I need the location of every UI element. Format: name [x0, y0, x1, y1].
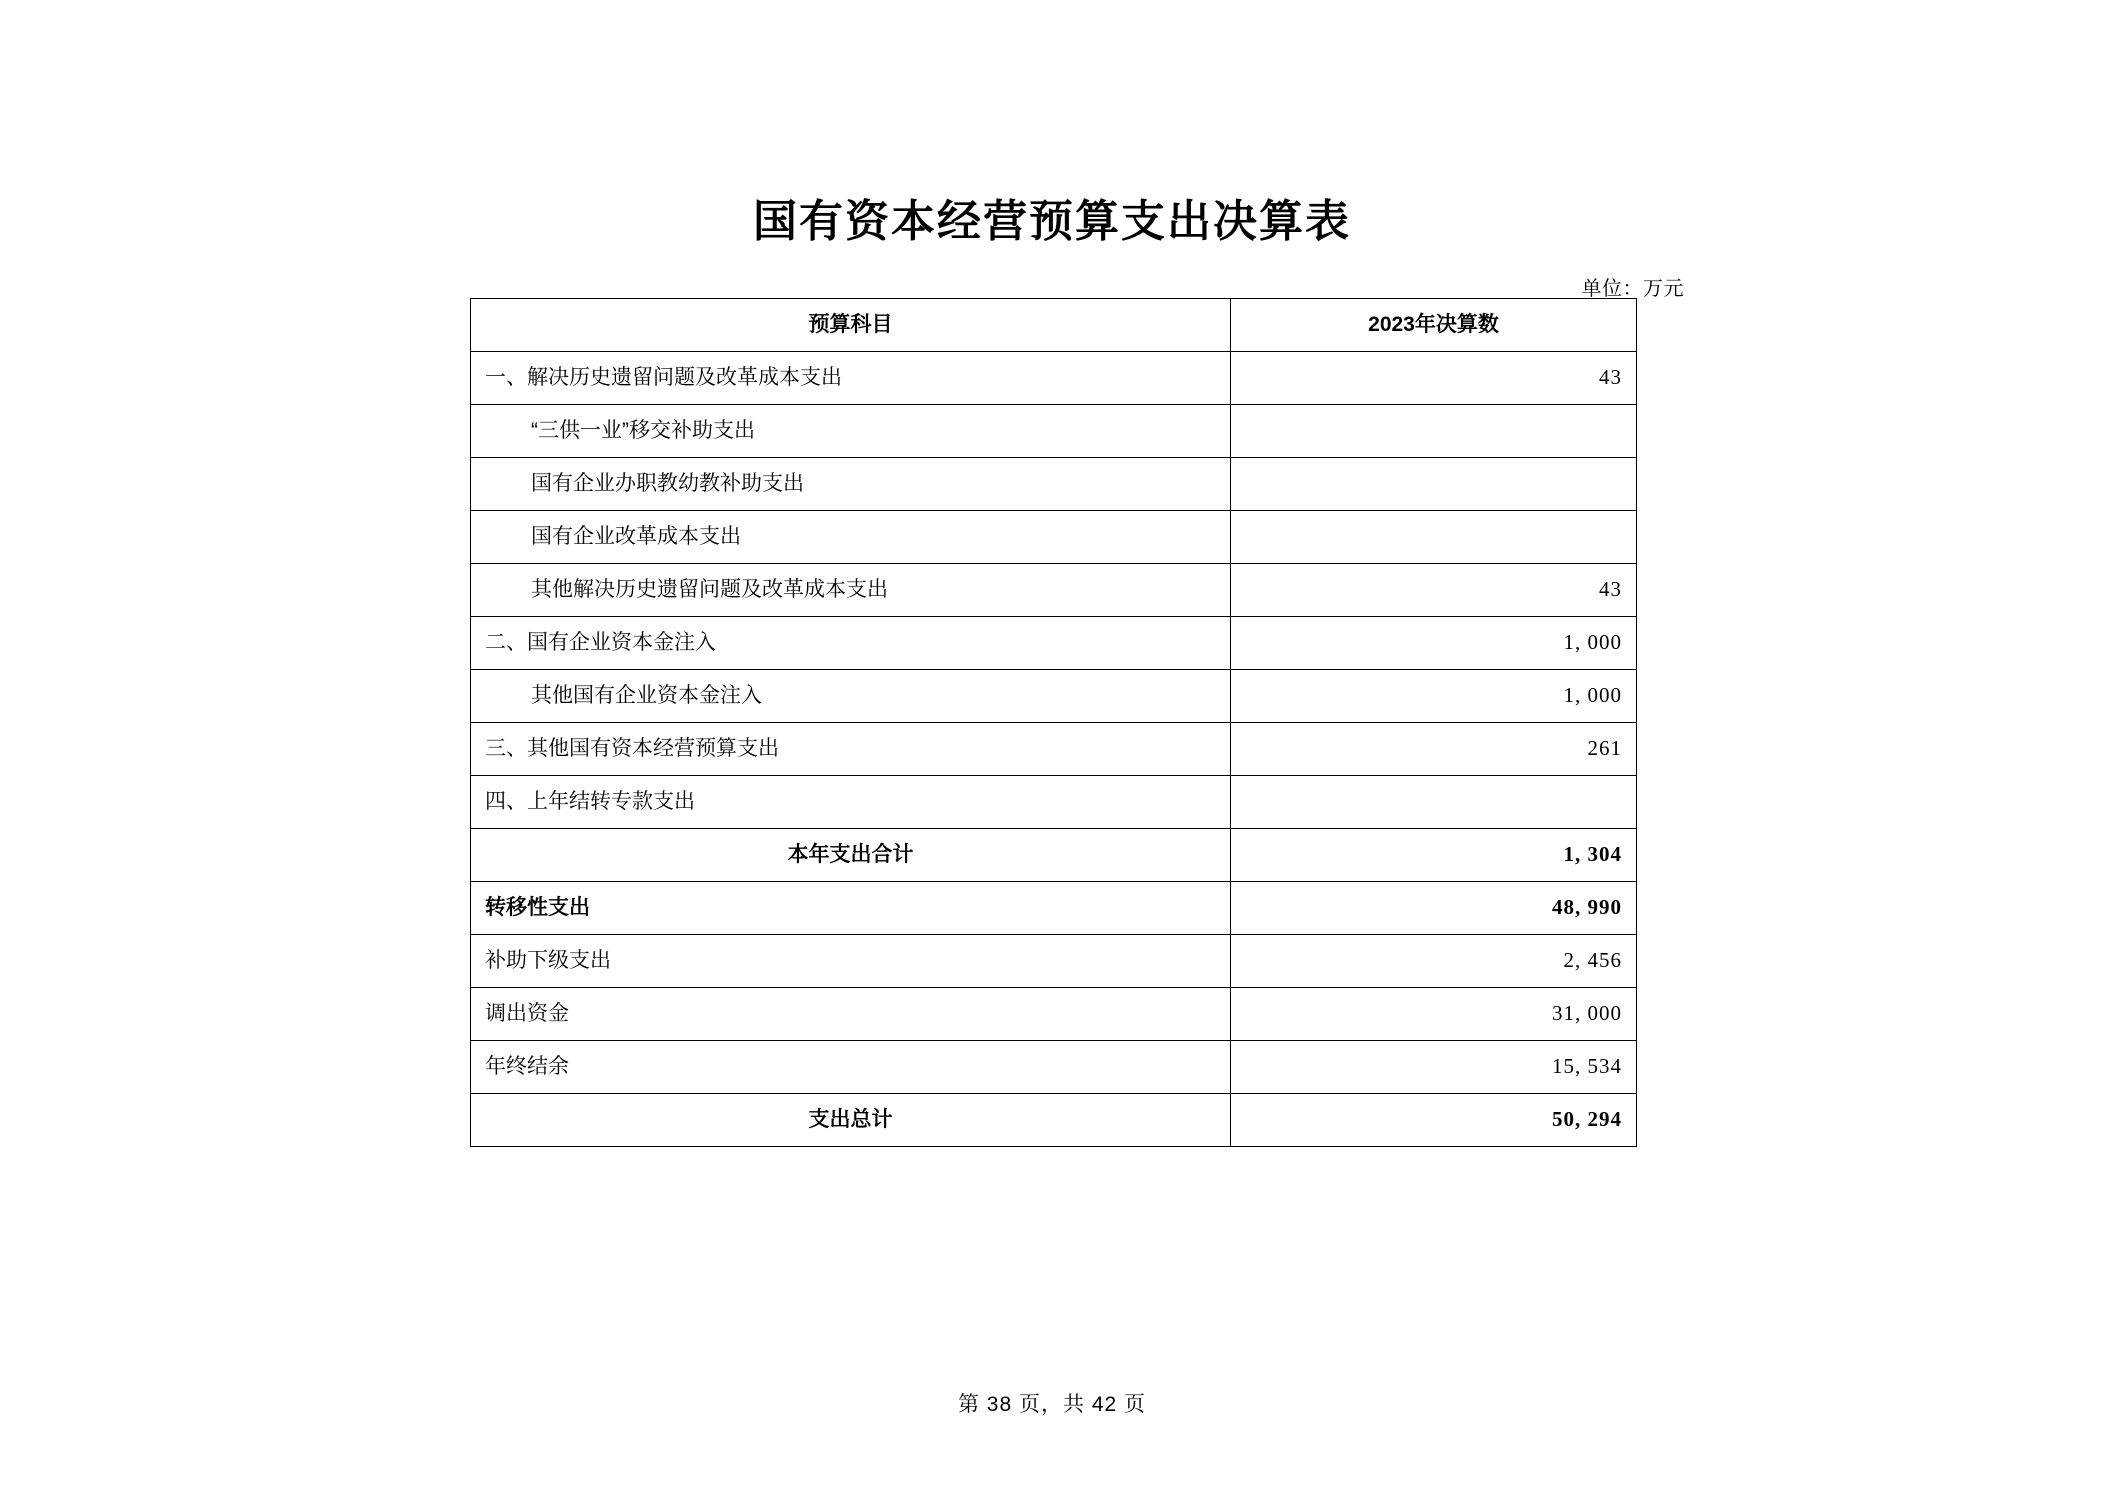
row-value: [1231, 458, 1637, 511]
row-subject: 支出总计: [471, 1094, 1231, 1147]
row-value: [1231, 776, 1637, 829]
page-title: 国有资本经营预算支出决算表: [753, 197, 1351, 246]
row-subject: 本年支出合计: [471, 829, 1231, 882]
row-value: 1, 304: [1231, 829, 1637, 882]
page-footer: 第 38 页，共 42 页: [957, 1393, 1147, 1416]
table-row: [471, 1094, 1637, 1147]
table-row: [471, 935, 1637, 988]
row-value: 2, 456: [1231, 935, 1637, 988]
row-value: 43: [1231, 564, 1637, 617]
row-value: 1, 000: [1231, 670, 1637, 723]
row-value: 43: [1231, 352, 1637, 405]
table-row: [471, 564, 1637, 617]
row-subject: 年终结余: [471, 1041, 1231, 1094]
row-subject: 三、其他国有资本经营预算支出: [471, 723, 1231, 776]
budget-expenditure-table: [470, 298, 1637, 1147]
row-subject: 一、解决历史遗留问题及改革成本支出: [471, 352, 1231, 405]
table-row: [471, 882, 1637, 935]
table-row: [471, 405, 1637, 458]
table-header-row: [471, 299, 1637, 352]
row-value: 1, 000: [1231, 617, 1637, 670]
row-value: [1231, 405, 1637, 458]
table-row: [471, 776, 1637, 829]
row-subject: 调出资金: [471, 988, 1231, 1041]
row-subject: 补助下级支出: [471, 935, 1231, 988]
row-subject: 转移性支出: [471, 882, 1231, 935]
column-header-subject: 预算科目: [471, 299, 1231, 352]
table-row: [471, 352, 1637, 405]
row-value: 261: [1231, 723, 1637, 776]
row-subject: 四、上年结转专款支出: [471, 776, 1231, 829]
row-subject: 二、国有企业资本金注入: [471, 617, 1231, 670]
table-row: [471, 511, 1637, 564]
unit-label: 单位：万元: [1581, 278, 1684, 300]
row-subject: 其他国有企业资本金注入: [471, 670, 1231, 723]
row-subject: 其他解决历史遗留问题及改革成本支出: [471, 564, 1231, 617]
table-row: [471, 988, 1637, 1041]
row-value: 50, 294: [1231, 1094, 1637, 1147]
row-subject: 国有企业改革成本支出: [471, 511, 1231, 564]
row-subject: “三供一业”移交补助支出: [471, 405, 1231, 458]
table-row: [471, 458, 1637, 511]
table-row: [471, 670, 1637, 723]
table-row: [471, 617, 1637, 670]
table-body: [471, 352, 1637, 1147]
column-header-amount: 2023年决算数: [1231, 299, 1637, 352]
row-subject: 国有企业办职教幼教补助支出: [471, 458, 1231, 511]
row-value: [1231, 511, 1637, 564]
table-row: [471, 829, 1637, 882]
table-row: [471, 723, 1637, 776]
row-value: 48, 990: [1231, 882, 1637, 935]
row-value: 31, 000: [1231, 988, 1637, 1041]
row-value: 15, 534: [1231, 1041, 1637, 1094]
table-row: [471, 1041, 1637, 1094]
